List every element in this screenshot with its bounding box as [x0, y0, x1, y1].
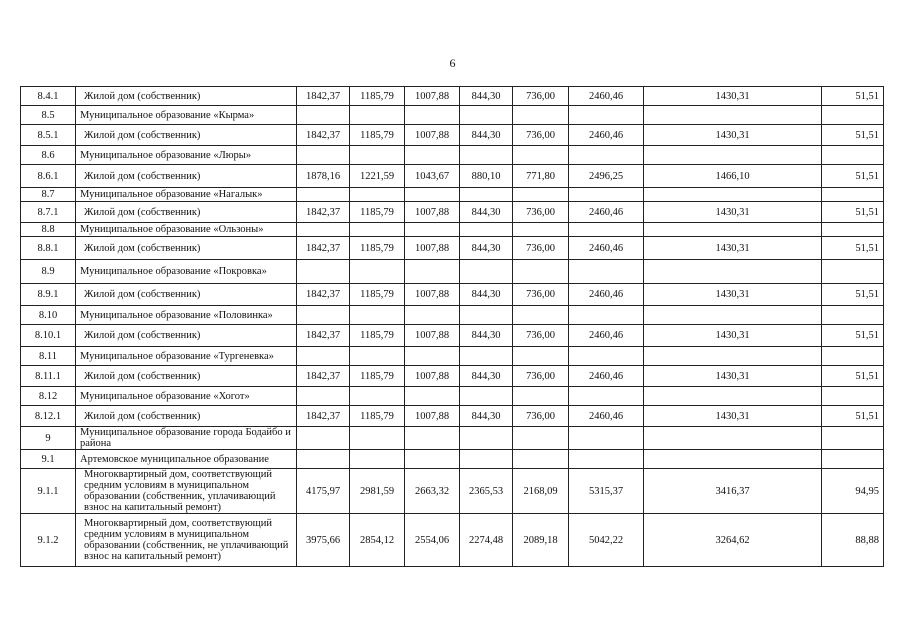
value-cell: 736,00	[513, 237, 569, 260]
value-cell: 2981,59	[350, 469, 405, 514]
value-cell: 1430,31	[644, 87, 822, 106]
value-cell: 2460,46	[569, 87, 644, 106]
row-number: 8.9.1	[21, 284, 76, 306]
value-cell: 1185,79	[350, 87, 405, 106]
value-cell: 1185,79	[350, 406, 405, 427]
row-number: 8.10.1	[21, 325, 76, 347]
value-cell: 88,88	[822, 514, 884, 567]
empty-cell	[297, 306, 350, 325]
empty-cell	[297, 106, 350, 125]
value-cell: 51,51	[822, 325, 884, 347]
empty-cell	[297, 450, 350, 469]
row-name: Муниципальное образование «Люры»	[76, 146, 297, 165]
value-cell: 844,30	[460, 325, 513, 347]
value-cell: 2460,46	[569, 237, 644, 260]
value-cell: 1043,67	[405, 165, 460, 188]
empty-cell	[822, 387, 884, 406]
row-number: 8.7.1	[21, 202, 76, 223]
empty-cell	[644, 347, 822, 366]
value-cell: 2460,46	[569, 125, 644, 146]
empty-cell	[644, 450, 822, 469]
empty-cell	[569, 306, 644, 325]
empty-cell	[822, 188, 884, 202]
row-name: Жилой дом (собственник)	[76, 125, 297, 146]
empty-cell	[405, 260, 460, 284]
row-name: Жилой дом (собственник)	[76, 165, 297, 188]
table-row	[21, 366, 884, 387]
row-number: 8.6	[21, 146, 76, 165]
empty-cell	[822, 427, 884, 450]
value-cell: 1430,31	[644, 406, 822, 427]
empty-cell	[460, 223, 513, 237]
value-cell: 51,51	[822, 165, 884, 188]
value-cell: 844,30	[460, 87, 513, 106]
value-cell: 1185,79	[350, 237, 405, 260]
empty-cell	[405, 106, 460, 125]
empty-cell	[822, 347, 884, 366]
row-name: Жилой дом (собственник)	[76, 237, 297, 260]
empty-cell	[569, 223, 644, 237]
value-cell: 1842,37	[297, 284, 350, 306]
value-cell: 4175,97	[297, 469, 350, 514]
empty-cell	[513, 427, 569, 450]
value-cell: 2460,46	[569, 325, 644, 347]
table-row	[21, 202, 884, 223]
row-name: Жилой дом (собственник)	[76, 202, 297, 223]
empty-cell	[513, 450, 569, 469]
value-cell: 1007,88	[405, 284, 460, 306]
table-row	[21, 125, 884, 146]
value-cell: 736,00	[513, 87, 569, 106]
value-cell: 1842,37	[297, 325, 350, 347]
empty-cell	[644, 188, 822, 202]
value-cell: 51,51	[822, 284, 884, 306]
page-number: 6	[449, 56, 456, 70]
value-cell: 2460,46	[569, 366, 644, 387]
table-row	[21, 514, 884, 567]
value-cell: 1430,31	[644, 237, 822, 260]
row-name: Муниципальное образование города Бодайбо и района	[76, 427, 297, 450]
empty-cell	[297, 427, 350, 450]
empty-cell	[297, 347, 350, 366]
empty-cell	[513, 387, 569, 406]
row-name: Жилой дом (собственник)	[76, 87, 297, 106]
empty-cell	[350, 188, 405, 202]
table-row	[21, 106, 884, 125]
empty-cell	[350, 146, 405, 165]
table-row	[21, 188, 884, 202]
value-cell: 1007,88	[405, 237, 460, 260]
empty-cell	[513, 106, 569, 125]
value-cell: 736,00	[513, 366, 569, 387]
empty-cell	[405, 450, 460, 469]
row-number: 8.5	[21, 106, 76, 125]
table-row	[21, 347, 884, 366]
row-name: Муниципальное образование «Покровка»	[76, 260, 297, 284]
empty-cell	[644, 223, 822, 237]
value-cell: 51,51	[822, 237, 884, 260]
value-cell: 844,30	[460, 237, 513, 260]
table-row	[21, 406, 884, 427]
empty-cell	[405, 427, 460, 450]
row-number: 8.8.1	[21, 237, 76, 260]
empty-cell	[460, 146, 513, 165]
value-cell: 1842,37	[297, 366, 350, 387]
value-cell: 2460,46	[569, 406, 644, 427]
value-cell: 1430,31	[644, 202, 822, 223]
empty-cell	[460, 387, 513, 406]
empty-cell	[569, 260, 644, 284]
value-cell: 3975,66	[297, 514, 350, 567]
empty-cell	[569, 427, 644, 450]
row-name: Муниципальное образование «Хогот»	[76, 387, 297, 406]
value-cell: 1185,79	[350, 366, 405, 387]
row-name: Жилой дом (собственник)	[76, 406, 297, 427]
empty-cell	[569, 106, 644, 125]
empty-cell	[513, 347, 569, 366]
value-cell: 1842,37	[297, 406, 350, 427]
value-cell: 736,00	[513, 202, 569, 223]
empty-cell	[644, 146, 822, 165]
value-cell: 1430,31	[644, 284, 822, 306]
empty-cell	[644, 260, 822, 284]
row-name: Муниципальное образование «Ользоны»	[76, 223, 297, 237]
table-row	[21, 427, 884, 450]
value-cell: 2168,09	[513, 469, 569, 514]
value-cell: 1007,88	[405, 125, 460, 146]
row-name: Муниципальное образование «Кырма»	[76, 106, 297, 125]
table-row	[21, 450, 884, 469]
value-cell: 2854,12	[350, 514, 405, 567]
row-number: 8.8	[21, 223, 76, 237]
empty-cell	[350, 106, 405, 125]
row-number: 8.12	[21, 387, 76, 406]
row-number: 8.5.1	[21, 125, 76, 146]
table-row	[21, 260, 884, 284]
empty-cell	[569, 387, 644, 406]
value-cell: 2554,06	[405, 514, 460, 567]
empty-cell	[350, 427, 405, 450]
row-number: 8.9	[21, 260, 76, 284]
row-number: 9	[21, 427, 76, 450]
value-cell: 1842,37	[297, 202, 350, 223]
value-cell: 94,95	[822, 469, 884, 514]
row-name: Многоквартирный дом, соответствующий средним условиям в муниципальном образовании (собственник, не уплачивающий взнос на капитальный ремонт)	[76, 514, 297, 567]
empty-cell	[460, 306, 513, 325]
row-number: 9.1.1	[21, 469, 76, 514]
row-name: Муниципальное образование «Тургеневка»	[76, 347, 297, 366]
value-cell: 1842,37	[297, 237, 350, 260]
row-name: Жилой дом (собственник)	[76, 325, 297, 347]
value-cell: 736,00	[513, 406, 569, 427]
value-cell: 1007,88	[405, 406, 460, 427]
table-row	[21, 325, 884, 347]
value-cell: 1185,79	[350, 284, 405, 306]
row-number: 8.11	[21, 347, 76, 366]
empty-cell	[350, 223, 405, 237]
empty-cell	[644, 106, 822, 125]
row-name: Жилой дом (собственник)	[76, 366, 297, 387]
table-row	[21, 284, 884, 306]
row-name: Артемовское муниципальное образование	[76, 450, 297, 469]
empty-cell	[513, 188, 569, 202]
value-cell: 1007,88	[405, 366, 460, 387]
empty-cell	[405, 306, 460, 325]
value-cell: 880,10	[460, 165, 513, 188]
value-cell: 1430,31	[644, 325, 822, 347]
value-cell: 1185,79	[350, 125, 405, 146]
value-cell: 1007,88	[405, 325, 460, 347]
table-row	[21, 387, 884, 406]
value-cell: 2274,48	[460, 514, 513, 567]
empty-cell	[350, 450, 405, 469]
table-row	[21, 237, 884, 260]
empty-cell	[297, 387, 350, 406]
table-row	[21, 469, 884, 514]
row-name: Муниципальное образование «Половинка»	[76, 306, 297, 325]
table-row	[21, 223, 884, 237]
value-cell: 736,00	[513, 325, 569, 347]
empty-cell	[460, 427, 513, 450]
table-row	[21, 165, 884, 188]
row-number: 9.1.2	[21, 514, 76, 567]
value-cell: 1842,37	[297, 125, 350, 146]
value-cell: 1842,37	[297, 87, 350, 106]
empty-cell	[644, 387, 822, 406]
table-row	[21, 146, 884, 165]
empty-cell	[460, 188, 513, 202]
empty-cell	[405, 223, 460, 237]
value-cell: 844,30	[460, 202, 513, 223]
value-cell: 2663,32	[405, 469, 460, 514]
empty-cell	[822, 146, 884, 165]
value-cell: 2496,25	[569, 165, 644, 188]
value-cell: 2460,46	[569, 202, 644, 223]
tariff-table	[20, 86, 884, 567]
empty-cell	[569, 450, 644, 469]
table-row	[21, 87, 884, 106]
empty-cell	[460, 347, 513, 366]
value-cell: 844,30	[460, 406, 513, 427]
empty-cell	[513, 306, 569, 325]
value-cell: 736,00	[513, 125, 569, 146]
empty-cell	[350, 347, 405, 366]
value-cell: 1466,10	[644, 165, 822, 188]
value-cell: 51,51	[822, 87, 884, 106]
empty-cell	[644, 427, 822, 450]
empty-cell	[460, 106, 513, 125]
value-cell: 1185,79	[350, 202, 405, 223]
value-cell: 1430,31	[644, 125, 822, 146]
value-cell: 1007,88	[405, 202, 460, 223]
value-cell: 3416,37	[644, 469, 822, 514]
empty-cell	[822, 223, 884, 237]
value-cell: 2365,53	[460, 469, 513, 514]
empty-cell	[822, 450, 884, 469]
value-cell: 844,30	[460, 284, 513, 306]
empty-cell	[350, 387, 405, 406]
value-cell: 2089,18	[513, 514, 569, 567]
empty-cell	[569, 347, 644, 366]
value-cell: 771,80	[513, 165, 569, 188]
empty-cell	[569, 188, 644, 202]
empty-cell	[822, 260, 884, 284]
empty-cell	[297, 188, 350, 202]
value-cell: 1007,88	[405, 87, 460, 106]
value-cell: 51,51	[822, 202, 884, 223]
empty-cell	[822, 106, 884, 125]
row-number: 9.1	[21, 450, 76, 469]
empty-cell	[822, 306, 884, 325]
empty-cell	[460, 260, 513, 284]
row-name: Многоквартирный дом, соответствующий средним условиям в муниципальном образовании (собственник, уплачивающий взнос на капитальный ремонт)	[76, 469, 297, 514]
value-cell: 1430,31	[644, 366, 822, 387]
row-number: 8.11.1	[21, 366, 76, 387]
value-cell: 1221,59	[350, 165, 405, 188]
table-body	[21, 87, 884, 567]
row-number: 8.10	[21, 306, 76, 325]
row-name: Муниципальное образование «Нагалык»	[76, 188, 297, 202]
value-cell: 844,30	[460, 125, 513, 146]
empty-cell	[405, 188, 460, 202]
row-number: 8.6.1	[21, 165, 76, 188]
value-cell: 736,00	[513, 284, 569, 306]
value-cell: 1878,16	[297, 165, 350, 188]
empty-cell	[350, 306, 405, 325]
empty-cell	[644, 306, 822, 325]
row-number: 8.12.1	[21, 406, 76, 427]
value-cell: 844,30	[460, 366, 513, 387]
empty-cell	[460, 450, 513, 469]
empty-cell	[405, 146, 460, 165]
empty-cell	[297, 146, 350, 165]
value-cell: 3264,62	[644, 514, 822, 567]
value-cell: 2460,46	[569, 284, 644, 306]
empty-cell	[405, 347, 460, 366]
empty-cell	[297, 260, 350, 284]
value-cell: 5042,22	[569, 514, 644, 567]
value-cell: 51,51	[822, 125, 884, 146]
value-cell: 1185,79	[350, 325, 405, 347]
value-cell: 51,51	[822, 406, 884, 427]
empty-cell	[297, 223, 350, 237]
empty-cell	[513, 146, 569, 165]
empty-cell	[513, 260, 569, 284]
value-cell: 51,51	[822, 366, 884, 387]
empty-cell	[569, 146, 644, 165]
empty-cell	[513, 223, 569, 237]
table-row	[21, 306, 884, 325]
row-name: Жилой дом (собственник)	[76, 284, 297, 306]
row-number: 8.4.1	[21, 87, 76, 106]
row-number: 8.7	[21, 188, 76, 202]
value-cell: 5315,37	[569, 469, 644, 514]
empty-cell	[350, 260, 405, 284]
empty-cell	[405, 387, 460, 406]
